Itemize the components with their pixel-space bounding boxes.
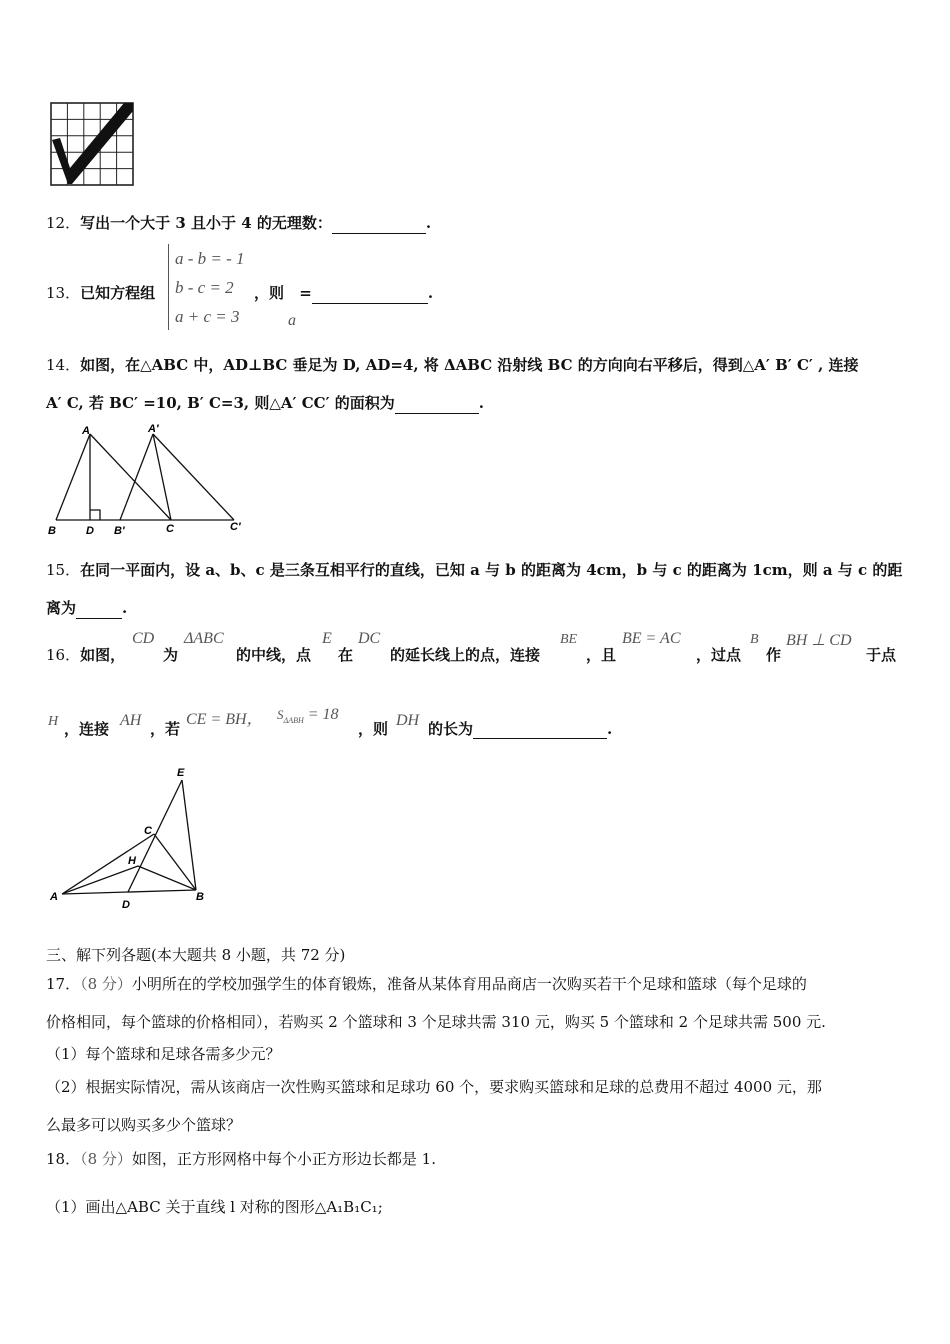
segment-AB bbox=[56, 434, 90, 520]
q16-number: 16． bbox=[46, 646, 81, 664]
label-B: B bbox=[196, 891, 204, 903]
question-13 bbox=[46, 282, 155, 304]
label-C: C bbox=[166, 523, 174, 535]
question-12 bbox=[46, 212, 431, 234]
q14-number: 14． bbox=[46, 356, 81, 374]
math-BE-eq-AC: BE = AC bbox=[622, 630, 681, 647]
q16-text-8: 作 bbox=[766, 646, 782, 664]
label-A: A bbox=[82, 425, 90, 437]
question-18 bbox=[46, 1148, 436, 1170]
question-17-sub1: （1）每个篮球和足球各需多少元？ bbox=[46, 1045, 281, 1063]
q16-text-5: 的延长线上的点，连接 bbox=[390, 646, 541, 664]
label-C-prime: C′ bbox=[230, 521, 241, 533]
q16-end: . bbox=[607, 720, 613, 738]
q15-number: 15． bbox=[46, 561, 81, 579]
q16-text-3: 的中线，点 bbox=[236, 646, 312, 664]
math-area-ABH bbox=[277, 706, 339, 725]
label-H: H bbox=[128, 855, 136, 867]
question-16-line1 bbox=[46, 644, 125, 666]
math-BE: BE bbox=[560, 632, 578, 647]
q17-number: 17． bbox=[46, 975, 81, 993]
segment-AH bbox=[62, 866, 138, 894]
math-CD: CD bbox=[132, 630, 155, 647]
q12-number: 12． bbox=[46, 214, 81, 232]
q13-end: . bbox=[427, 284, 434, 302]
math-B: B bbox=[750, 632, 759, 647]
q16-text-9: 于点 bbox=[866, 646, 897, 664]
q16-triangle-figure bbox=[46, 762, 216, 914]
section-3-title: 三、解下列各题(本大题共 8 小题，共 72 分) bbox=[46, 946, 346, 964]
q18-number: 18． bbox=[46, 1150, 81, 1168]
q13-number: 13． bbox=[46, 284, 81, 302]
q15-line1: 在同一平面内，设 a、b、c 是三条互相平行的直线，已知 a 与 b 的距离为 4cm，b 与 c 的距离为 1cm，则 a 与 c 的距 bbox=[80, 561, 903, 579]
equation-2: b - c = 2 bbox=[175, 278, 234, 297]
math-triangle-ABC: ΔABC bbox=[184, 630, 224, 647]
q13-answer-blank[interactable] bbox=[312, 287, 428, 304]
checkmark-icon bbox=[52, 103, 133, 184]
q14-triangle-figure bbox=[44, 420, 254, 542]
q14-answer-blank[interactable] bbox=[395, 397, 479, 414]
segment-A2C2 bbox=[153, 434, 234, 520]
q17-line1: 小明所在的学校加强学生的体育锻炼，准备从某体育用品商店一次购买若干个足球和篮球（每个足球的 bbox=[131, 975, 807, 993]
segment-AC bbox=[90, 434, 171, 520]
q16-text-1: 如图， bbox=[80, 646, 126, 664]
question-17-line1 bbox=[46, 973, 807, 995]
checkmark-grid-figure bbox=[50, 102, 136, 188]
question-14-line1 bbox=[46, 354, 859, 376]
right-angle-mark bbox=[90, 510, 100, 520]
equation-system bbox=[168, 244, 259, 330]
segment-A2C bbox=[153, 434, 171, 520]
q16-text-11: ，若 bbox=[150, 720, 181, 738]
label-C: C bbox=[144, 825, 152, 837]
segment-AC bbox=[62, 834, 154, 894]
q12-answer-blank[interactable] bbox=[332, 217, 426, 234]
question-18-sub1: （1）画出△ABC 关于直线 l 对称的图形△A₁B₁C₁; bbox=[46, 1198, 383, 1216]
q16-text-2: 为 bbox=[163, 646, 179, 664]
question-17-line2: 价格相同，每个篮球的价格相同），若购买 2 个篮球和 3 个足球共需 310 元，购买 5 个篮球和 2 个足球共需 500 元. bbox=[46, 1013, 826, 1031]
q13-eq-sign: = bbox=[299, 284, 312, 302]
math-CE-eq-BH: CE = BH， bbox=[186, 711, 263, 728]
q13-tail bbox=[254, 282, 433, 304]
question-17-sub2-line1: （2）根据实际情况，需从该商店一次性购买篮球和足球功 60 个，要求购买篮球和足球的总费用不超过 4000 元，那 bbox=[46, 1078, 822, 1096]
math-H: H bbox=[48, 714, 59, 729]
question-17-sub2-line2: 么最多可以购买多少个篮球？ bbox=[46, 1116, 242, 1134]
q14-end: . bbox=[478, 394, 484, 412]
q17-score: （8 分） bbox=[80, 975, 132, 993]
q18-score: （8 分） bbox=[80, 1150, 132, 1168]
label-A-prime: A′ bbox=[148, 423, 159, 435]
math-DH: DH bbox=[396, 712, 420, 729]
q14-line2: A′ C, 若 BC′ =10, B′ C=3, 则△A′ CC′ 的面积为 bbox=[46, 394, 395, 412]
question-15-line1 bbox=[46, 559, 902, 581]
q13-denominator: a bbox=[288, 312, 296, 329]
label-D: D bbox=[122, 899, 130, 911]
q18-text: 如图，正方形网格中每个小正方形边长都是 1. bbox=[131, 1150, 436, 1168]
math-AH: AH bbox=[120, 712, 142, 729]
label-E: E bbox=[177, 767, 185, 779]
q16-answer-blank[interactable] bbox=[473, 722, 607, 739]
math-S-subscript: ΔABH bbox=[283, 716, 304, 726]
q16-text-13 bbox=[428, 718, 612, 739]
q14-line1: 如图，在△ABC 中，AD⊥BC 垂足为 D, AD=4, 将 ΔABC 沿射线 BC 的方向向右平移后，得到△A′ B′ C′ , 连接 bbox=[80, 356, 859, 374]
question-15-line2 bbox=[46, 597, 127, 619]
math-E: E bbox=[322, 630, 332, 647]
q16-text-4: 在 bbox=[338, 646, 354, 664]
math-eq-18: = 18 bbox=[303, 706, 339, 723]
q12-text: 写出一个大于 3 且小于 4 的无理数： bbox=[80, 214, 332, 232]
q12-end: . bbox=[425, 214, 432, 232]
segment-A2B2 bbox=[120, 434, 153, 520]
label-A: A bbox=[50, 891, 58, 903]
q16-text-7: ，过点 bbox=[696, 646, 742, 664]
math-BH-perp-CD: BH ⊥ CD bbox=[786, 632, 852, 649]
label-B: B bbox=[48, 525, 56, 537]
math-S: S bbox=[277, 707, 284, 722]
q13-text: 已知方程组 bbox=[80, 284, 156, 302]
equation-1: a - b = - 1 bbox=[175, 249, 245, 268]
q15-line2: 离为 bbox=[46, 599, 77, 617]
q16-text-6: ，且 bbox=[586, 646, 617, 664]
q15-end: . bbox=[122, 599, 128, 617]
segment-DE bbox=[128, 780, 182, 892]
equation-3: a + c = 3 bbox=[175, 307, 240, 326]
q16-text-12: ，则 bbox=[358, 720, 389, 738]
q16-text-10: ，连接 bbox=[64, 720, 110, 738]
q13-then: ，则 bbox=[254, 284, 285, 302]
q15-answer-blank[interactable] bbox=[76, 602, 122, 619]
math-DC: DC bbox=[358, 630, 381, 647]
label-B-prime: B′ bbox=[114, 525, 125, 537]
question-14-line2 bbox=[46, 392, 484, 414]
q16-text-13-label: 的长为 bbox=[428, 720, 474, 738]
label-D: D bbox=[86, 525, 94, 537]
